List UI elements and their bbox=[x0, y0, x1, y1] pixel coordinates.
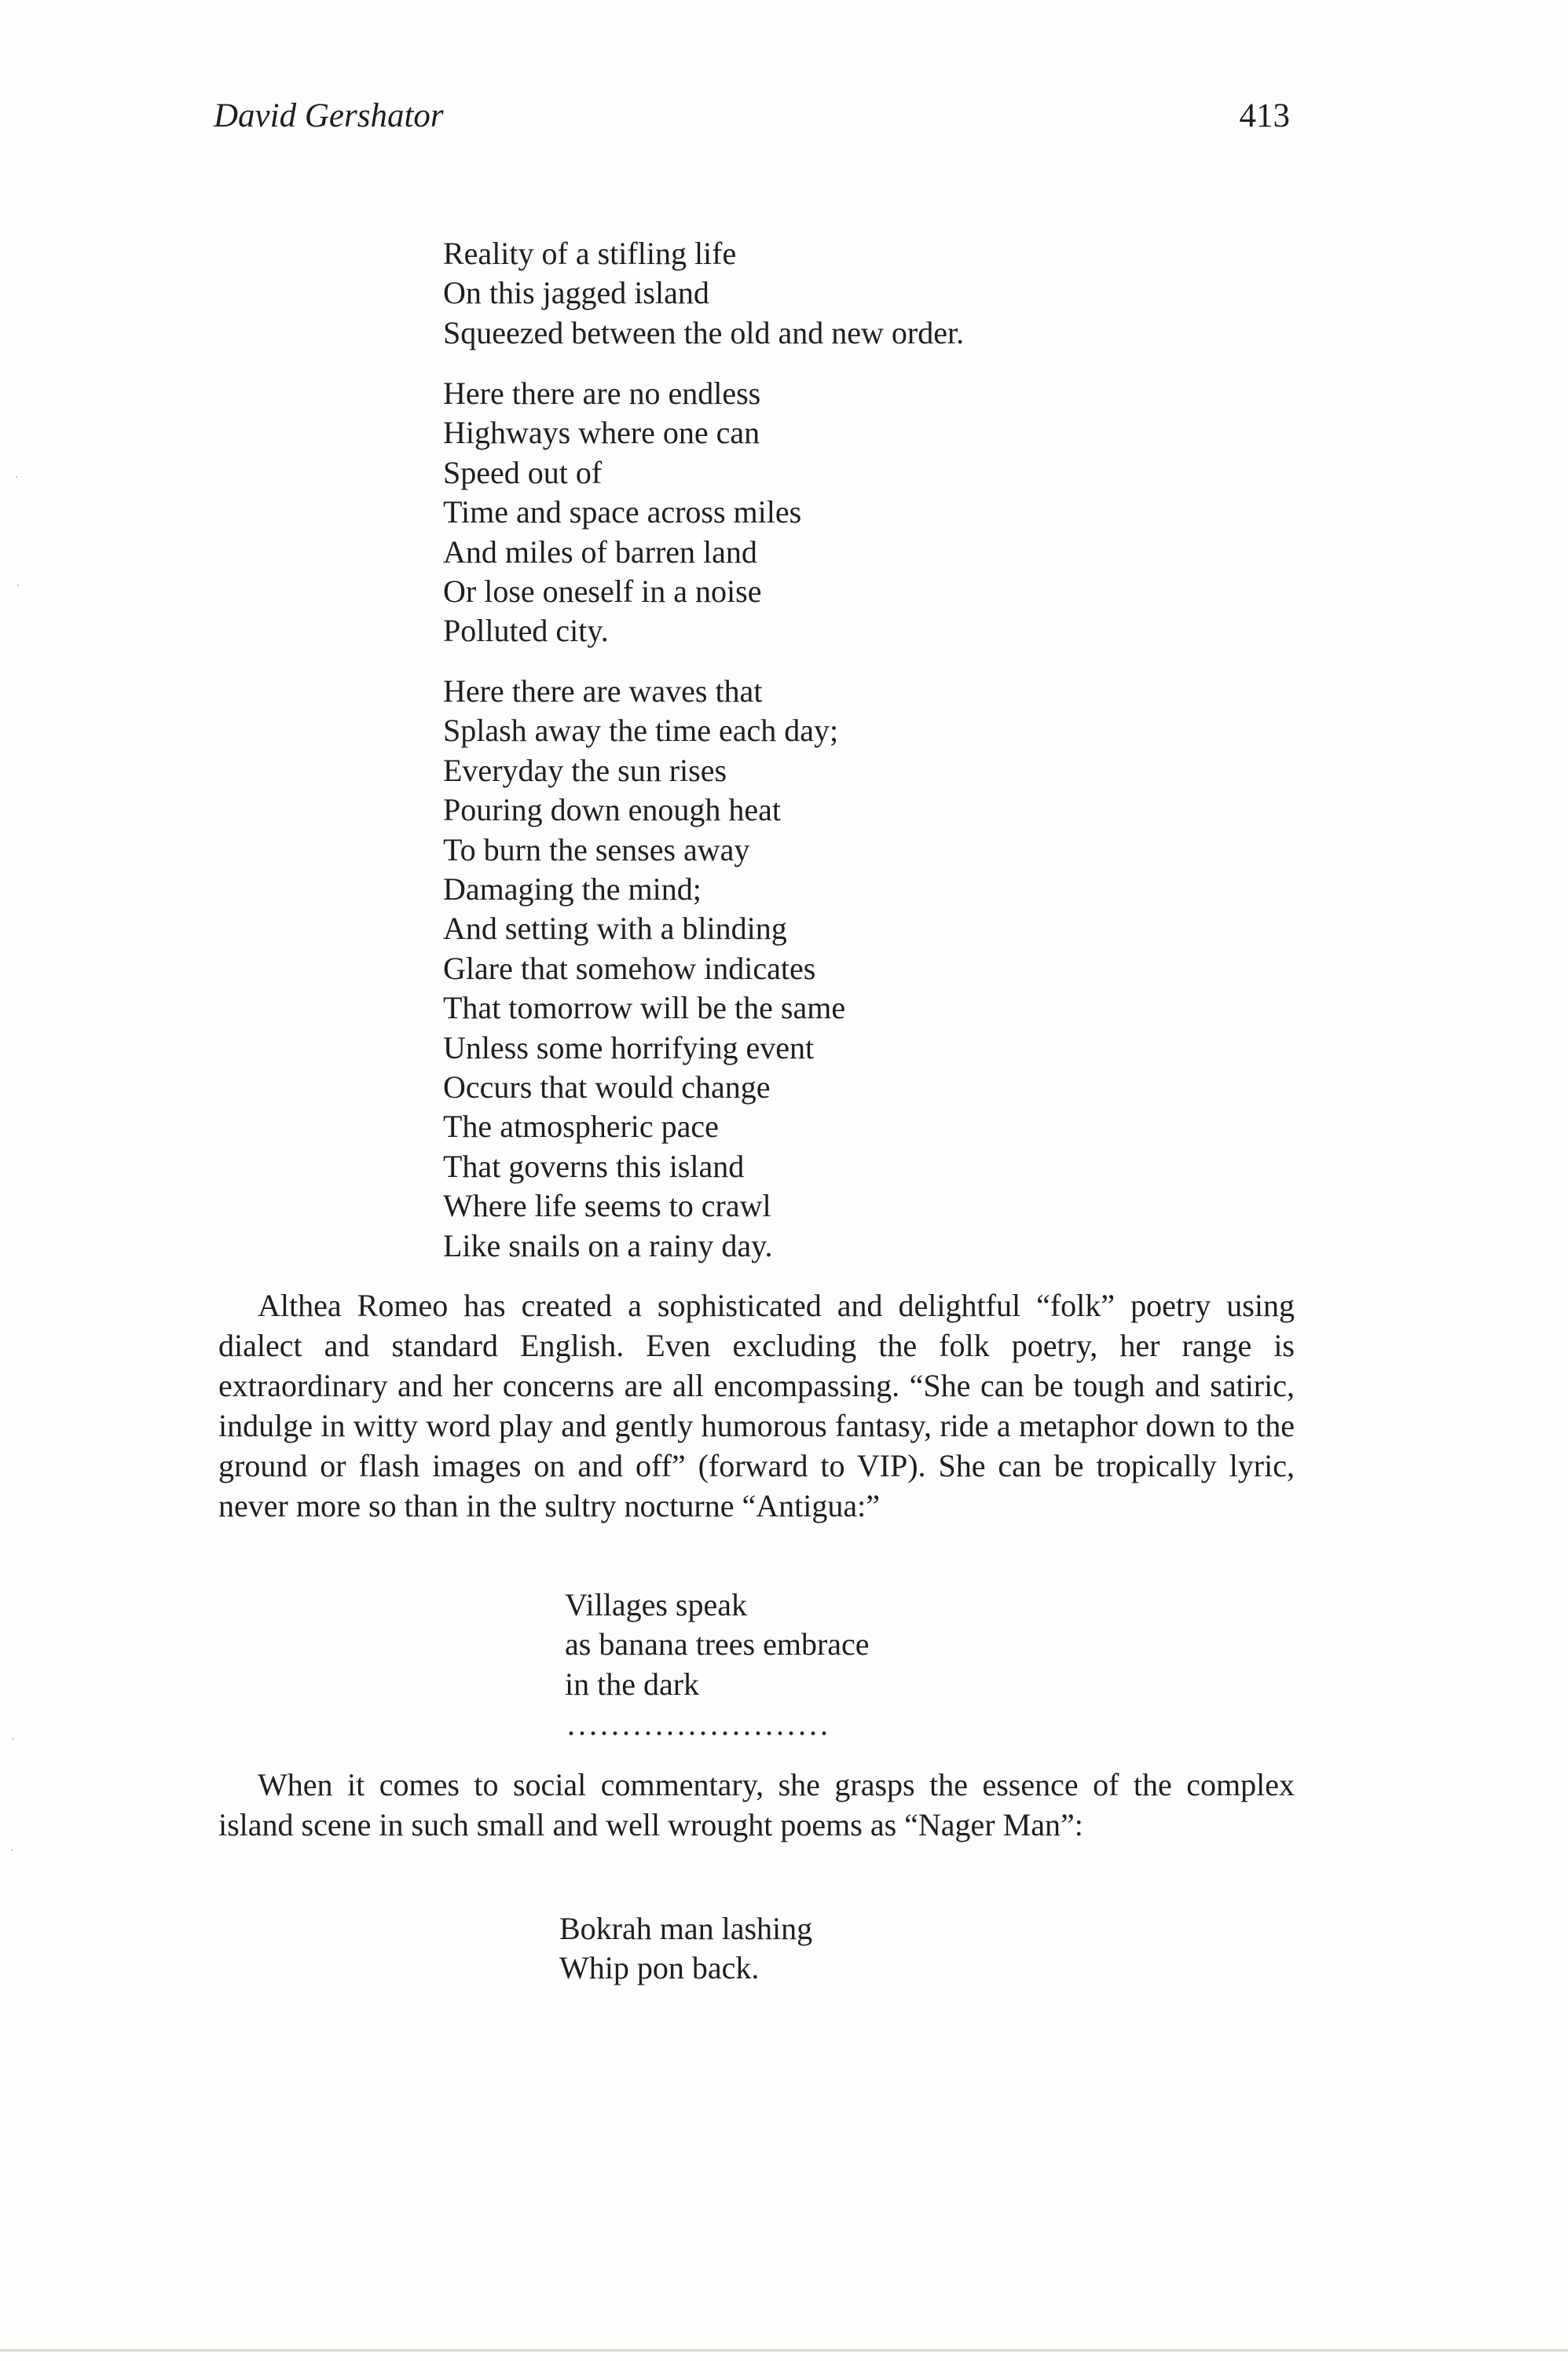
poem-line: And setting with a blinding bbox=[443, 911, 787, 947]
poem-stanza bbox=[443, 374, 801, 651]
poem-line: Whip pon back. bbox=[559, 1950, 760, 1986]
scan-speck: · bbox=[16, 577, 20, 593]
poem-line: Like snails on a rainy day. bbox=[443, 1227, 773, 1263]
body-paragraph: Althea Romeo has created a sophisticated and delightful “folk” poetry using dialect and standard English. Even excluding the folk poetry, her range is extraordinary and her concerns are all encompassing. “She can be tough and satiric, indulge in witty word play and gently humorous fantasy, ride a metaphor down to the ground or flash images on and off” (forward to VIP). She can be tropically lyric, never more so than in the sultry nocturne “Antigua:” bbox=[218, 1288, 1295, 1523]
poem-line: Villages speak bbox=[565, 1587, 747, 1622]
poem-line: in the dark bbox=[565, 1666, 700, 1702]
poem-line: Time and space across miles bbox=[443, 494, 802, 530]
page-bottom-edge bbox=[0, 2349, 1568, 2352]
poem-line: Splash away the time each day; bbox=[443, 713, 839, 749]
poem-line: Pouring down enough heat bbox=[443, 792, 781, 828]
poem-line: Here there are waves that bbox=[443, 673, 763, 709]
running-head-author: David Gershator bbox=[214, 97, 444, 134]
poem-line: Occurs that would change bbox=[443, 1069, 771, 1105]
body-paragraph: When it comes to social commentary, she grasps the essence of the complex island scene in such small and well wrought poems as “Nager Man”: bbox=[218, 1767, 1295, 1842]
running-head bbox=[214, 93, 1290, 140]
poem-line: Squeezed between the old and new order. bbox=[443, 314, 965, 350]
poem-stanza bbox=[443, 234, 964, 353]
poem-line: Everyday the sun rises bbox=[443, 752, 727, 788]
ellipsis-line: ........................ bbox=[567, 1707, 831, 1742]
poem-line: Where life seems to crawl bbox=[443, 1188, 771, 1224]
scan-speck: · bbox=[11, 1731, 16, 1747]
poem-line: Glare that somehow indicates bbox=[443, 950, 816, 986]
poem-line: To burn the senses away bbox=[443, 831, 750, 867]
poem-stanza bbox=[565, 1586, 870, 1704]
poem-line: Unless some horrifying event bbox=[443, 1029, 815, 1065]
scan-speck: · bbox=[9, 1842, 14, 1858]
poem-line: as banana trees embrace bbox=[565, 1626, 870, 1663]
poem-line: That governs this island bbox=[443, 1148, 745, 1184]
poem-line: That tomorrow will be the same bbox=[443, 990, 846, 1026]
poem-stanza bbox=[559, 1909, 812, 1989]
page-number: 413 bbox=[1239, 97, 1290, 134]
poem-line: On this jagged island bbox=[443, 275, 709, 311]
poem-line: And miles of barren land bbox=[443, 533, 757, 570]
poem-line: Bokrah man lashing bbox=[559, 1911, 813, 1946]
poem-line: The atmospheric pace bbox=[443, 1109, 719, 1145]
poem-line: Highways where one can bbox=[443, 415, 760, 451]
scan-speck: · bbox=[14, 469, 19, 485]
poem-line: Here there are no endless bbox=[443, 376, 761, 411]
poem-line: Reality of a stifling life bbox=[443, 236, 737, 271]
poem-line: Polluted city. bbox=[443, 613, 609, 649]
poem-line: Speed out of bbox=[443, 454, 603, 490]
poem-line: Damaging the mind; bbox=[443, 871, 702, 907]
poem-line: Or lose oneself in a noise bbox=[443, 574, 762, 610]
poem-stanza bbox=[443, 672, 845, 1266]
